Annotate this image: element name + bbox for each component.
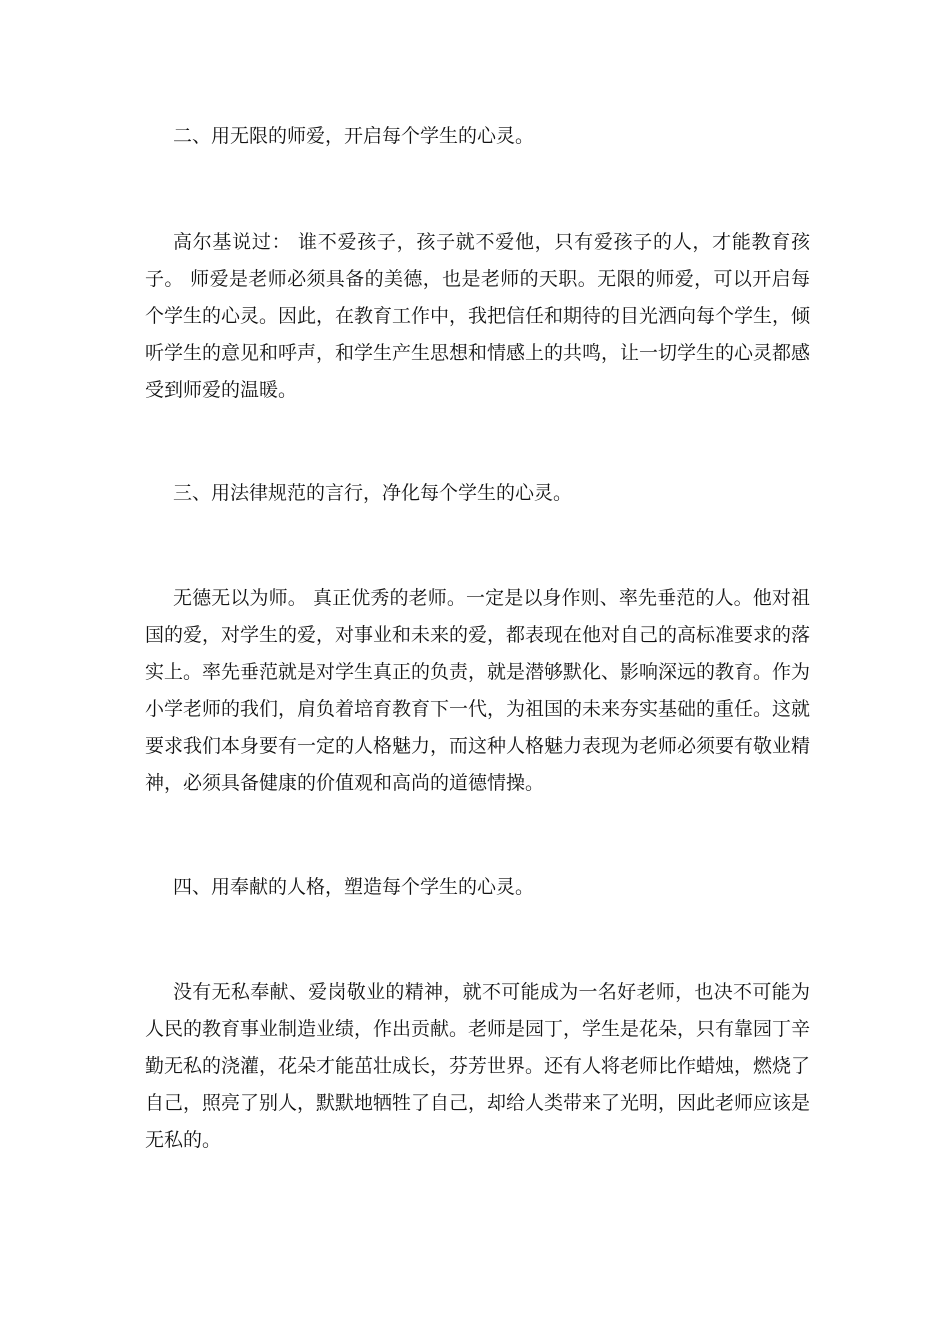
section-heading-4: 四、用奉献的人格，塑造每个学生的心灵。 — [173, 876, 535, 898]
section-paragraph-2: 高尔基说过： 谁不爱孩子，孩子就不爱他，只有爱孩子的人，才能教育孩子。 师爱是老师必须具备的美德，也是老师的天职。无限的师爱，可以开启每个学生的心灵。因此，在教育工作中，我把信任和期待的目光洒向每个学生，倾听学生的意见和呼声，和学生产生思想和情感上的共鸣，让一切学生的心灵都感受到师爱的温暖。 — [145, 231, 811, 401]
section-paragraph-4: 没有无私奉献、爱岗敬业的精神，就不可能成为一名好老师，也决不可能为人民的教育事业制造业绩，作出贡献。老师是园丁，学生是花朵，只有靠园丁辛勤无私的浇灌，花朵才能茁壮成长，芬芳世界。还有人将老师比作蜡烛，燃烧了自己，照亮了别人，默默地牺牲了自己，却给人类带来了光明，因此老师应该是无私的。 — [145, 981, 811, 1151]
section-paragraph-3: 无德无以为师。 真正优秀的老师。一定是以身作则、率先垂范的人。他对祖国的爱，对学生的爱，对事业和未来的爱，都表现在他对自己的高标准要求的落实上。率先垂范就是对学生真正的负责，就是潜够默化、影响深远的教育。作为小学老师的我们，肩负着培育教育下一代，为祖国的未来夯实基础的重任。这就要求我们本身要有一定的人格魅力，而这种人格魅力表现为老师必须要有敬业精神，必须具备健康的价值观和高尚的道德情操。 — [145, 587, 811, 794]
section-heading-3: 三、用法律规范的言行，净化每个学生的心灵。 — [173, 482, 573, 504]
section-heading-2: 二、用无限的师爱，开启每个学生的心灵。 — [173, 125, 535, 147]
